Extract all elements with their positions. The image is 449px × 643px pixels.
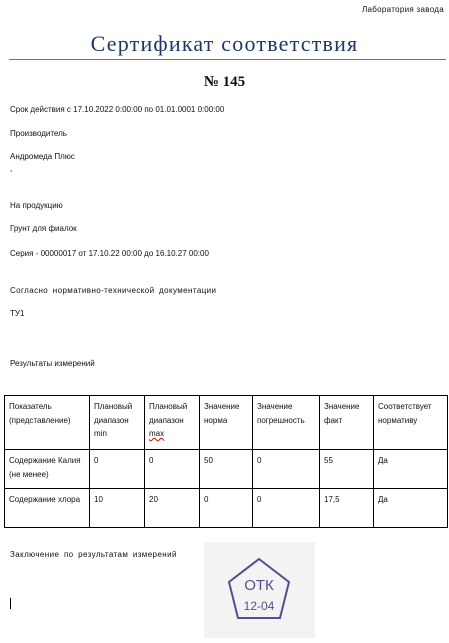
table-header-row: [5, 396, 448, 450]
conclusion-label: Заключение по результатам измерений: [10, 550, 177, 559]
producer-name: Андромеда Плюс: [10, 152, 75, 161]
stamp-text-otk: ОТК: [244, 577, 274, 594]
table-cell: 0: [90, 450, 145, 489]
table-cell: 55: [320, 450, 374, 489]
table-cell: Да: [374, 489, 448, 528]
validity-period: Срок действия с 17.10.2022 0:00:00 по 01.01.0001 0:00:00: [10, 105, 225, 114]
product-label: На продукцию: [10, 201, 63, 210]
table-cell: 10: [90, 489, 145, 528]
stamp-pentagon-icon: [204, 542, 315, 638]
column-header: Значение факт: [320, 396, 374, 450]
title-divider: [9, 59, 446, 60]
table-cell: Да: [374, 450, 448, 489]
column-header: Плановый диапазон max: [145, 396, 200, 450]
series-line: Серия - 00000017 от 17.10.22 00:00 до 16.10.27 00:00: [10, 249, 209, 258]
table-cell: Содержание хлора: [5, 489, 90, 528]
column-header: Значение погрешность: [253, 396, 320, 450]
table-cell: 0: [253, 450, 320, 489]
certificate-number: № 145: [203, 74, 246, 90]
column-header: Показатель (представление): [5, 396, 90, 450]
table-cell: 17,5: [320, 489, 374, 528]
stamp-text-code: 12-04: [243, 599, 275, 613]
table-row: [5, 450, 448, 489]
lab-name: Лаборатория завода: [361, 5, 444, 14]
regulation-doc: ТУ1: [10, 309, 25, 318]
table-cell: 0: [253, 489, 320, 528]
product-name: Грунт для фиалок: [10, 224, 77, 233]
table-cell: 0: [145, 450, 200, 489]
table-cell: 0: [200, 489, 253, 528]
table-row: [5, 489, 448, 528]
column-header: Значение норма: [200, 396, 253, 450]
column-header: Соответствует нормативу: [374, 396, 448, 450]
producer-extra: ,: [10, 164, 13, 173]
results-table: [4, 395, 448, 528]
otk-stamp: [204, 542, 315, 638]
producer-label: Производитель: [10, 129, 67, 138]
table-cell: Содержание Калия (не менее): [5, 450, 90, 489]
regulation-label: Согласно нормативно-технической документации: [10, 286, 217, 295]
text-cursor[interactable]: [10, 598, 11, 609]
results-label: Результаты измерений: [10, 359, 95, 368]
column-header: Плановый диапазон min: [90, 396, 145, 450]
document-title: Сертификат соответствия: [90, 31, 359, 56]
table-cell: 50: [200, 450, 253, 489]
table-cell: 20: [145, 489, 200, 528]
